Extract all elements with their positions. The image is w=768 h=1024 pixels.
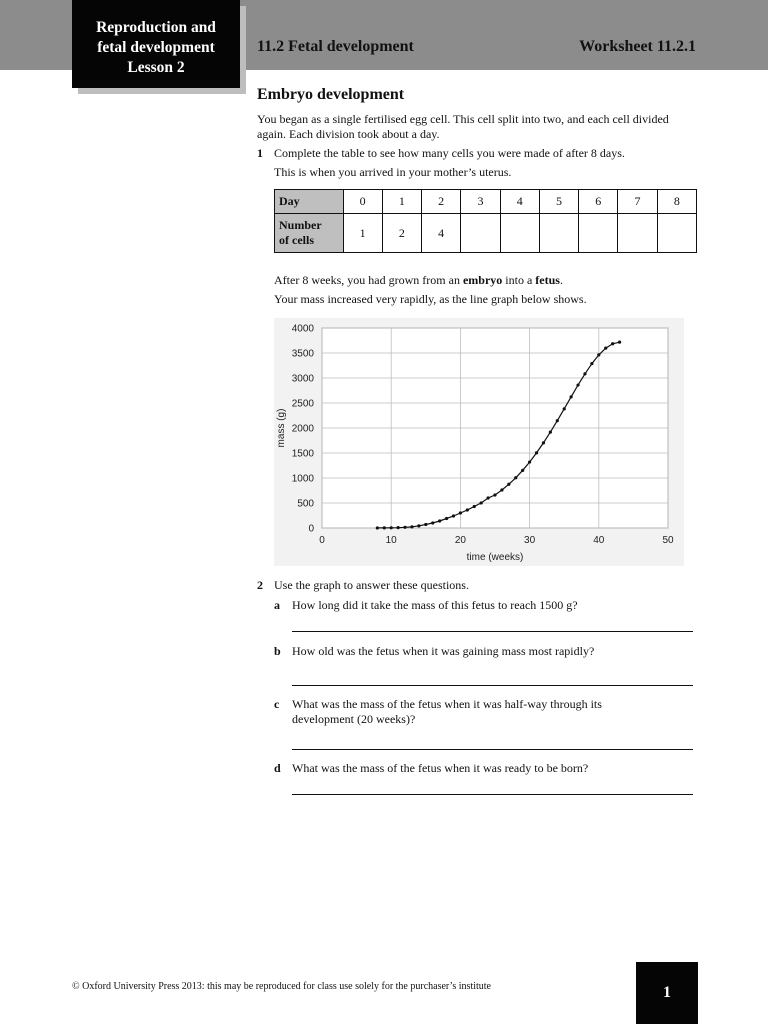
y-axis-label: mass (g)	[276, 408, 287, 448]
part-text: development (20 weeks)?	[292, 712, 416, 726]
data-point	[618, 341, 621, 344]
x-tick-label: 0	[319, 535, 325, 546]
text-run: into a	[502, 273, 536, 287]
part-text: How long did it take the mass of this fetus to reach 1500 g?	[292, 598, 578, 612]
data-point	[424, 523, 427, 526]
answer-line[interactable]	[292, 793, 693, 795]
question-text: This is when you arrived in your mother’s uterus.	[274, 165, 512, 179]
data-point	[590, 362, 593, 365]
table-row	[275, 190, 697, 214]
data-point	[486, 496, 489, 499]
page-heading: Embryo development	[257, 86, 405, 103]
day-cell: 6	[579, 190, 618, 214]
part-letter: d	[274, 761, 281, 775]
answer-line[interactable]	[292, 630, 693, 632]
data-point	[500, 488, 503, 491]
cell-count: 1	[343, 214, 382, 253]
data-point	[452, 514, 455, 517]
mass-line-chart	[274, 318, 684, 566]
data-point	[410, 525, 413, 528]
intro-text: You began as a single fertilised egg cell. This cell split into two, and each cell divided again. Each division took about a day.	[257, 112, 669, 141]
term-fetus: fetus	[535, 273, 560, 287]
worksheet-id: Worksheet 11.2.1	[579, 38, 696, 55]
part-text: What was the mass of the fetus when it was ready to be born?	[292, 761, 589, 775]
y-tick-label: 3000	[291, 373, 314, 385]
y-tick-label: 500	[297, 498, 314, 510]
data-point	[570, 395, 573, 398]
row-header-line: of cells	[279, 233, 314, 247]
transition-text	[257, 273, 697, 307]
question-number: 2	[257, 578, 263, 592]
y-tick-label: 3500	[291, 348, 314, 360]
cell-count-blank[interactable]	[461, 214, 500, 253]
transition-line	[274, 273, 697, 288]
term-embryo: embryo	[462, 273, 503, 287]
cell-count: 4	[422, 214, 461, 253]
x-axis-label: time (weeks)	[466, 552, 524, 563]
part-text: What was the mass of the fetus when it was half-way through its	[292, 697, 602, 711]
copyright-footer: © Oxford University Press 2013: this may be reproduced for class use solely for the purchaser’s institute	[72, 981, 491, 992]
data-point	[459, 511, 462, 514]
part-letter: c	[274, 697, 280, 711]
question-2b	[257, 644, 697, 659]
lesson-badge	[72, 0, 240, 88]
question-number: 1	[257, 146, 263, 160]
data-point	[397, 526, 400, 529]
text-run: After 8 weeks, you had grown from an	[274, 273, 463, 287]
answer-line[interactable]	[292, 748, 693, 750]
data-point	[535, 451, 538, 454]
day-cell: 4	[500, 190, 539, 214]
day-cell: 8	[657, 190, 696, 214]
y-tick-label: 2500	[291, 398, 314, 410]
day-cell: 0	[343, 190, 382, 214]
data-point	[473, 505, 476, 508]
x-tick-label: 20	[454, 535, 466, 546]
cell-count-blank[interactable]	[657, 214, 696, 253]
data-point	[390, 526, 393, 529]
y-tick-label: 1500	[291, 448, 314, 460]
x-tick-label: 40	[593, 535, 605, 546]
x-tick-label: 10	[385, 535, 397, 546]
part-letter: b	[274, 644, 281, 658]
y-tick-label: 1000	[291, 473, 314, 485]
data-point	[549, 431, 552, 434]
question-2a	[257, 598, 697, 613]
row-header-cells	[275, 214, 344, 253]
data-point	[576, 383, 579, 386]
answer-line[interactable]	[292, 684, 693, 686]
x-tick-label: 50	[662, 535, 674, 546]
data-point	[445, 517, 448, 520]
y-tick-label: 2000	[291, 423, 314, 435]
questions-section	[257, 578, 697, 795]
data-point	[507, 483, 510, 486]
cell-count-blank[interactable]	[500, 214, 539, 253]
day-cell: 1	[382, 190, 421, 214]
data-point	[417, 524, 420, 527]
question-text: Complete the table to see how many cells you were made of after 8 days.	[274, 146, 625, 160]
lesson-title-line: Reproduction and	[96, 19, 216, 36]
data-point	[597, 353, 600, 356]
data-point	[556, 419, 559, 422]
text-run: .	[559, 273, 563, 287]
data-point	[563, 407, 566, 410]
transition-line: Your mass increased very rapidly, as the line graph below shows.	[274, 292, 587, 306]
lesson-title-line: fetal development	[97, 39, 215, 56]
day-cell: 5	[539, 190, 578, 214]
data-point	[542, 441, 545, 444]
question-text: Use the graph to answer these questions.	[274, 578, 469, 592]
day-cell: 2	[422, 190, 461, 214]
row-header-day: Day	[275, 190, 344, 214]
x-tick-label: 30	[524, 535, 536, 546]
data-point	[583, 372, 586, 375]
day-cell: 3	[461, 190, 500, 214]
question-2d	[257, 761, 697, 776]
page-number: 1	[636, 962, 698, 1024]
part-letter: a	[274, 598, 280, 612]
data-point	[431, 521, 434, 524]
cell-division-table	[274, 189, 697, 253]
data-point	[493, 493, 496, 496]
question-2	[257, 578, 697, 593]
cell-count-blank[interactable]	[618, 214, 657, 253]
cell-count: 2	[382, 214, 421, 253]
cell-count-blank[interactable]	[579, 214, 618, 253]
data-point	[514, 476, 517, 479]
lesson-title-line: Lesson 2	[127, 59, 185, 76]
data-point	[521, 469, 524, 472]
data-point	[528, 460, 531, 463]
data-point	[480, 501, 483, 504]
data-point	[438, 519, 441, 522]
section-title: 11.2 Fetal development	[257, 38, 414, 55]
question-1	[257, 146, 697, 180]
worksheet-content	[257, 86, 697, 307]
y-tick-label: 0	[308, 523, 314, 535]
day-cell: 7	[618, 190, 657, 214]
cell-count-blank[interactable]	[539, 214, 578, 253]
question-2c	[257, 697, 697, 727]
data-point	[466, 508, 469, 511]
mass-chart	[274, 318, 684, 571]
data-point	[403, 526, 406, 529]
table-row	[275, 214, 697, 253]
data-point	[376, 526, 379, 529]
data-point	[611, 342, 614, 345]
part-text: How old was the fetus when it was gaining mass most rapidly?	[292, 644, 595, 658]
data-point	[604, 347, 607, 350]
y-tick-label: 4000	[291, 323, 314, 335]
row-header-line: Number	[279, 218, 322, 232]
data-point	[383, 526, 386, 529]
